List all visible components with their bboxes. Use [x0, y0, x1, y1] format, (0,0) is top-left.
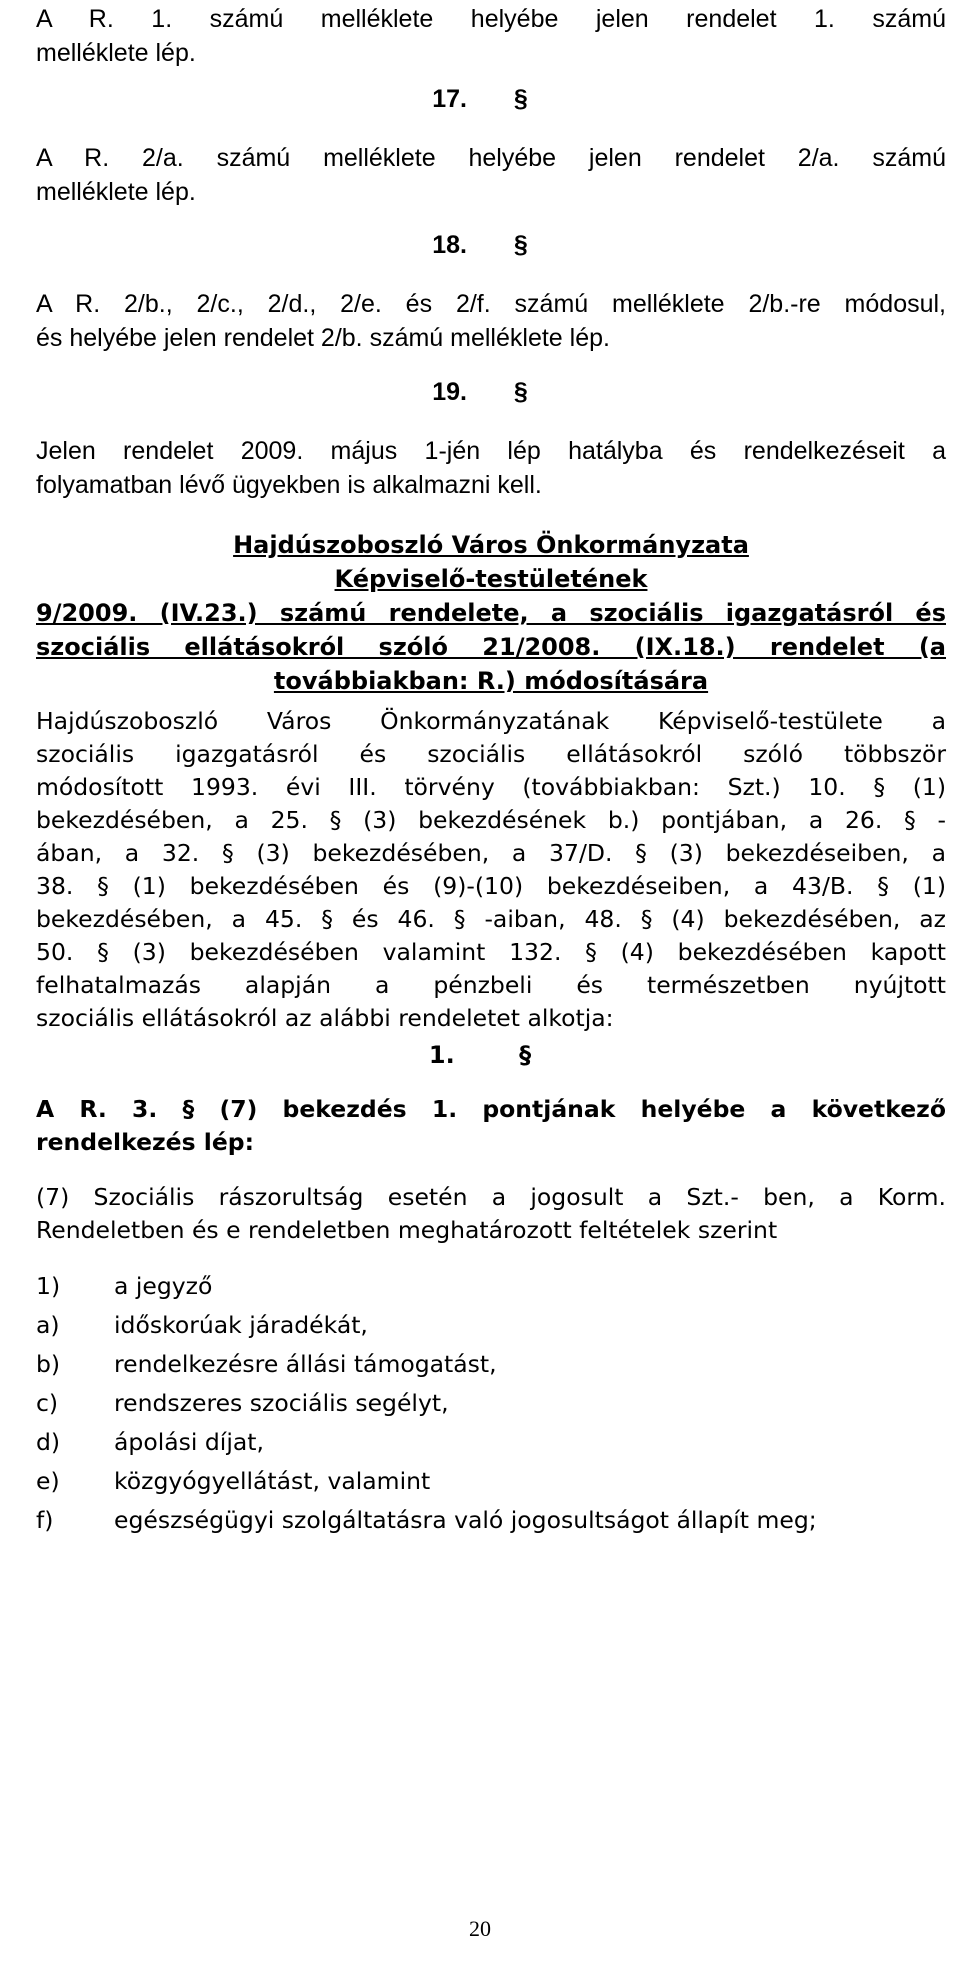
text-line: bekezdésében, a 25. § (3) bekezdésének b.) pontjában, a 26. § -	[36, 806, 946, 834]
text-line: (7) Szociális rászorultság esetén a jogosult a Szt.- ben, a Korm.	[36, 1183, 946, 1211]
page-number: 20	[469, 1916, 491, 1941]
section-heading-17: 17. §	[432, 85, 528, 113]
title-line: továbbiakban: R.) módosítására	[273, 667, 709, 695]
title-line: Hajdúszoboszló Város Önkormányzata	[233, 531, 749, 559]
title-line: Képviselő-testületének	[334, 565, 648, 593]
text-line: Rendeletben és e rendeletben meghatározott feltételek szerint	[36, 1216, 778, 1244]
text-line: melléklete lép.	[36, 39, 196, 67]
list-item-text: a jegyző	[114, 1272, 213, 1300]
list-item-label: 1)	[36, 1272, 61, 1300]
list-item-label: f)	[36, 1506, 54, 1534]
list-item-label: e)	[36, 1467, 60, 1495]
amendment-intro	[36, 1093, 946, 1159]
list-item-label: a)	[36, 1311, 60, 1339]
text-line: Hajdúszoboszló Város Önkormányzatának Képviselő-testülete a	[36, 707, 946, 735]
list-item	[36, 1309, 946, 1348]
text-line: rendelkezés lép:	[36, 1128, 255, 1156]
preamble-paragraph	[36, 705, 946, 1035]
paragraph-r2b-annex	[36, 287, 946, 355]
list-item	[36, 1348, 946, 1387]
section-heading-19: 19. §	[432, 378, 528, 406]
paragraph-effective-date	[36, 434, 946, 502]
list-item	[36, 1504, 946, 1543]
list-item-text: rendelkezésre állási támogatást,	[114, 1350, 497, 1378]
title-line: 9/2009. (IV.23.) számú rendelete, a szociális igazgatásról és	[36, 599, 946, 627]
list-item-text: egészségügyi szolgáltatásra való jogosultságot állapít meg;	[114, 1506, 817, 1534]
list-item-text: időskorúak járadékát,	[114, 1311, 368, 1339]
list-item-text: rendszeres szociális segélyt,	[114, 1389, 449, 1417]
entitlement-list	[36, 1270, 946, 1543]
text-line: Jelen rendelet 2009. május 1-jén lép hatályba és rendelkezéseit a	[36, 437, 946, 465]
text-line: A R. 3. § (7) bekezdés 1. pontjának helyébe a következő	[36, 1095, 946, 1123]
list-item	[36, 1465, 946, 1504]
paragraph-7	[36, 1181, 946, 1247]
text-line: szociális ellátásokról az alábbi rendeletet alkotja:	[36, 1004, 614, 1032]
paragraph-r1-annex	[36, 2, 946, 70]
text-line: A R. 1. számú melléklete helyébe jelen rendelet 1. számú	[36, 5, 946, 33]
text-line: szociális igazgatásról és szociális ellátásokról szóló többször	[36, 740, 946, 768]
paragraph-r2a-annex	[36, 141, 946, 209]
text-line: A R. 2/a. számú melléklete helyébe jelen rendelet 2/a. számú	[36, 144, 946, 172]
list-item-text: közgyógyellátást, valamint	[114, 1467, 431, 1495]
text-line: bekezdésében, a 45. § és 46. § -aiban, 48. § (4) bekezdésében, az	[36, 905, 946, 933]
list-item	[36, 1387, 946, 1426]
list-item-label: d)	[36, 1428, 61, 1456]
text-line: és helyébe jelen rendelet 2/b. számú melléklete lép.	[36, 324, 610, 352]
section-heading-18: 18. §	[432, 231, 528, 259]
text-line: A R. 2/b., 2/c., 2/d., 2/e. és 2/f. számú melléklete 2/b.-re módosul,	[36, 290, 946, 318]
text-line: ában, a 32. § (3) bekezdésében, a 37/D. § (3) bekezdéseiben, a	[36, 839, 946, 867]
text-line: felhatalmazás alapján a pénzbeli és természetben nyújtott	[36, 971, 946, 999]
list-item	[36, 1426, 946, 1465]
title-line: szociális ellátásokról szóló 21/2008. (IX.18.) rendelet (a	[36, 633, 946, 661]
list-item	[36, 1270, 946, 1309]
list-item-text: ápolási díjat,	[114, 1428, 264, 1456]
text-line: módosított 1993. évi III. törvény (továbbiakban: Szt.) 10. § (1)	[36, 773, 946, 801]
text-line: 50. § (3) bekezdésében valamint 132. § (4) bekezdésében kapott	[36, 938, 946, 966]
decree-title	[36, 528, 946, 698]
list-item-label: b)	[36, 1350, 61, 1378]
text-line: 38. § (1) bekezdésében és (9)-(10) bekezdéseiben, a 43/B. § (1)	[36, 872, 946, 900]
section-heading-1: 1. §	[428, 1041, 532, 1069]
text-line: melléklete lép.	[36, 178, 196, 206]
text-line: folyamatban lévő ügyekben is alkalmazni kell.	[36, 471, 542, 499]
list-item-label: c)	[36, 1389, 59, 1417]
